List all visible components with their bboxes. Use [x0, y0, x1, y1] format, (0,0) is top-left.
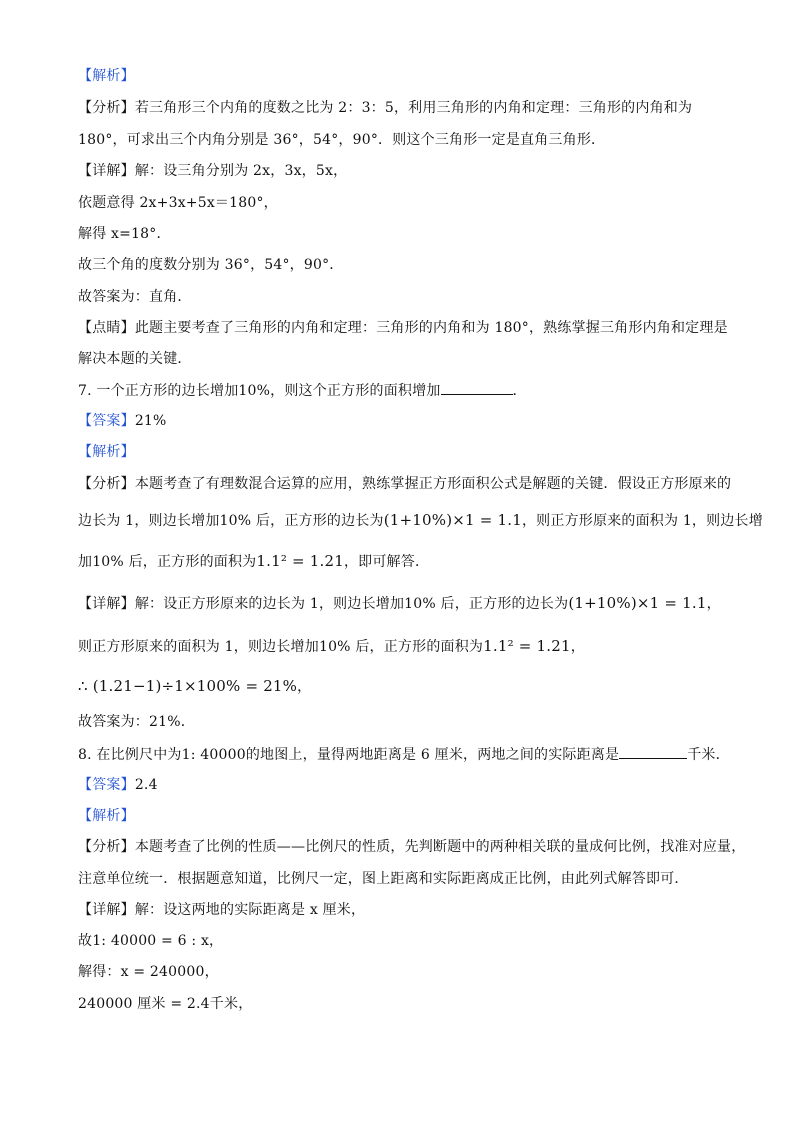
tag-dianjing: 【点睛】 — [78, 320, 135, 336]
q7-fenxi-line-2: 边长为 1，则边长增加10% 后，正方形的边长为(1+10%)×1 = 1.1，则正方形原来的面积为 1，则边长增 — [78, 511, 763, 529]
math-expression: 1.1² = 1.21 — [256, 552, 344, 570]
q6-solve-line: 解得 x=18°． — [78, 226, 171, 242]
tag-xiangjie: 【详解】 — [78, 163, 135, 179]
q6-analysis-heading: 【解析】 — [78, 68, 135, 84]
q7-xiangjie-line-1: 【详解】解：设正方形原来的边长为 1，则边长增加10% 后，正方形的边长为(1+10%)×1 = 1.1， — [78, 594, 721, 612]
q8-ratio-line: 故1: 40000 = 6 : x， — [78, 933, 224, 949]
q6-dianjing-line-1: 【点睛】此题主要考查了三角形的内角和定理：三角形的内角和为 180°，熟练掌握三角形内角和定理是 — [78, 320, 728, 336]
q7-xiangjie-line-3: ∴ (1.21−1)÷1×100% = 21%， — [78, 677, 312, 695]
q7-answer: 【答案】21% — [78, 413, 167, 429]
q7-question: 7. 一个正方形的边长增加10%，则这个正方形的面积增加 ． — [78, 380, 527, 401]
answer-blank — [619, 744, 687, 759]
q8-fenxi-line-1: 【分析】本题考查了比例的性质——比例尺的性质，先判断题中的两种相关联的量成何比例，找准对应量， — [78, 839, 746, 855]
q8-fenxi-line-2: 注意单位统一．根据题意知道，比例尺一定，图上距离和实际距离成正比例，由此列式解答即可． — [78, 871, 689, 887]
q8-solve-line: 解得：x = 240000， — [78, 964, 219, 980]
q6-dianjing-line-2: 解决本题的关键． — [78, 351, 192, 367]
math-expression: (1+10%)×1 = 1.1 — [383, 511, 522, 529]
q7-fenxi-line-1: 【分析】本题考查了有理数混合运算的应用，熟练掌握正方形面积公式是解题的关键．假设正方形原来的 — [78, 476, 732, 492]
q6-answer-line: 故答案为：直角． — [78, 289, 192, 305]
math-expression: 1.1² = 1.21 — [483, 637, 571, 655]
q7-xiangjie-line-2: 则正方形原来的面积为 1，则边长增加10% 后，正方形的面积为1.1² = 1.21， — [78, 637, 585, 655]
q8-answer: 【答案】2.4 — [78, 777, 158, 793]
q6-degrees-line: 故三个角的度数分别为 36°，54°，90°． — [78, 257, 344, 273]
answer-blank — [441, 380, 513, 395]
tag-fenxi: 【分析】 — [78, 100, 135, 116]
q6-xiangjie-line-1: 【详解】解：设三角分别为 2x，3x，5x， — [78, 163, 348, 179]
q8-xiangjie-line-1: 【详解】解：设这两地的实际距离是 x 厘米， — [78, 902, 366, 918]
q7-fenxi-line-3: 加10% 后，正方形的面积为1.1² = 1.21，即可解答． — [78, 552, 430, 570]
q6-fenxi-line-2: 180°，可求出三个内角分别是 36°，54°，90°．则这个三角形一定是直角三角形． — [78, 132, 606, 148]
q7-answer-line: 故答案为：21%． — [78, 714, 195, 730]
q8-convert-line: 240000 厘米 = 2.4千米， — [78, 996, 253, 1012]
q6-equation-line: 依题意得 2x+3x+5x＝180°， — [78, 195, 278, 211]
q8-analysis-heading: 【解析】 — [78, 808, 135, 824]
math-expression: (1+10%)×1 = 1.1 — [568, 594, 707, 612]
q7-analysis-heading: 【解析】 — [78, 444, 135, 460]
q8-question: 8. 在比例尺中为1: 40000的地图上，量得两地距离是 6 厘米，两地之间的实际距离是 千米． — [78, 744, 730, 765]
q6-fenxi-line-1: 【分析】若三角形三个内角的度数之比为 2：3：5，利用三角形的内角和定理：三角形的内角和为 — [78, 100, 693, 116]
math-expression: ∴ (1.21−1)÷1×100% = 21% — [78, 677, 298, 695]
